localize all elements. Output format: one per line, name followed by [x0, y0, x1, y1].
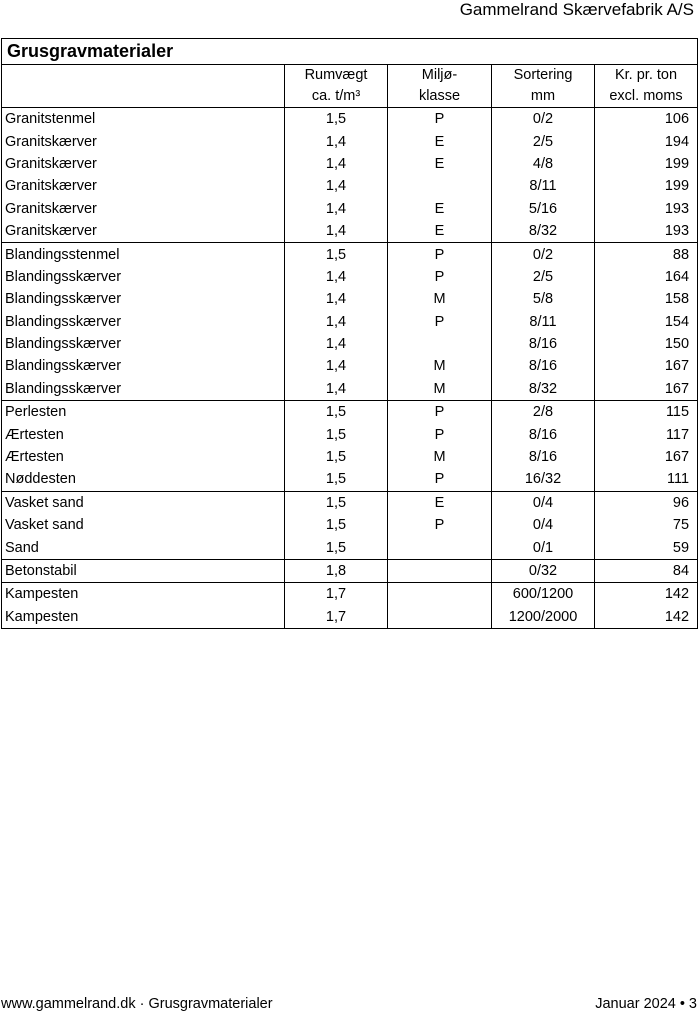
price-table — [1, 38, 698, 629]
cell-sortering: 8/16 — [492, 423, 595, 445]
cell-miljoklasse: M — [388, 288, 492, 310]
cell-material: Blandingsskærver — [2, 266, 285, 288]
table-row — [2, 401, 698, 424]
cell-miljoklasse: P — [388, 108, 492, 131]
table-row — [2, 288, 698, 310]
cell-sortering: 1200/2000 — [492, 606, 595, 629]
cell-rumvaegt: 1,7 — [285, 606, 388, 629]
cell-material: Kampesten — [2, 583, 285, 606]
cell-material: Granitskærver — [2, 153, 285, 175]
cell-sortering: 0/4 — [492, 514, 595, 536]
cell-rumvaegt: 1,5 — [285, 423, 388, 445]
cell-sortering: 8/16 — [492, 355, 595, 377]
cell-sortering: 0/1 — [492, 536, 595, 559]
cell-sortering: 2/8 — [492, 401, 595, 424]
table-row — [2, 606, 698, 629]
cell-rumvaegt: 1,4 — [285, 153, 388, 175]
header-line: mm — [530, 88, 556, 104]
company-name: Gammelrand Skærvefabrik A/S — [459, 0, 694, 19]
cell-sortering: 16/32 — [492, 468, 595, 491]
cell-price: 59 — [595, 536, 698, 559]
table-row — [2, 514, 698, 536]
cell-price: 117 — [595, 423, 698, 445]
header-line: Rumvægt — [304, 67, 368, 83]
table-row — [2, 198, 698, 220]
cell-price: 167 — [595, 378, 698, 401]
cell-sortering: 5/16 — [492, 198, 595, 220]
cell-sortering: 8/32 — [492, 220, 595, 243]
table-row — [2, 446, 698, 468]
cell-miljoklasse: E — [388, 198, 492, 220]
header-line: klasse — [418, 88, 461, 104]
table-row — [2, 311, 698, 333]
cell-material: Blandingsskærver — [2, 333, 285, 355]
cell-rumvaegt: 1,7 — [285, 583, 388, 606]
cell-price: 193 — [595, 198, 698, 220]
cell-material: Vasket sand — [2, 514, 285, 536]
cell-material: Kampesten — [2, 606, 285, 629]
cell-price: 164 — [595, 266, 698, 288]
cell-price: 158 — [595, 288, 698, 310]
table-row — [2, 378, 698, 401]
footer-website: www.gammelrand.dk · Grusgravmaterialer — [1, 996, 273, 1012]
cell-material: Vasket sand — [2, 491, 285, 514]
cell-rumvaegt: 1,5 — [285, 514, 388, 536]
cell-sortering: 5/8 — [492, 288, 595, 310]
header-line: Miljø- — [421, 67, 458, 83]
cell-material: Blandingsskærver — [2, 378, 285, 401]
cell-miljoklasse: P — [388, 311, 492, 333]
cell-price: 88 — [595, 243, 698, 266]
cell-miljoklasse — [388, 333, 492, 355]
cell-miljoklasse — [388, 175, 492, 197]
cell-price: 154 — [595, 311, 698, 333]
cell-miljoklasse — [388, 536, 492, 559]
cell-price: 167 — [595, 446, 698, 468]
cell-miljoklasse: P — [388, 468, 492, 491]
cell-price: 142 — [595, 606, 698, 629]
cell-material: Granitskærver — [2, 130, 285, 152]
cell-miljoklasse — [388, 559, 492, 582]
header-line: Sortering — [513, 67, 573, 83]
cell-sortering: 8/11 — [492, 175, 595, 197]
cell-price: 111 — [595, 468, 698, 491]
cell-price: 96 — [595, 491, 698, 514]
cell-miljoklasse: M — [388, 446, 492, 468]
cell-material: Blandingsskærver — [2, 355, 285, 377]
cell-miljoklasse: P — [388, 423, 492, 445]
column-header-miljoklasse — [388, 65, 492, 108]
table-row — [2, 220, 698, 243]
table-row — [2, 423, 698, 445]
header-line: ca. t/m³ — [311, 88, 361, 104]
footer-page-number: 3 — [688, 996, 697, 1012]
cell-material: Ærtesten — [2, 423, 285, 445]
cell-price: 194 — [595, 130, 698, 152]
cell-rumvaegt: 1,4 — [285, 355, 388, 377]
column-header-sortering — [492, 65, 595, 108]
cell-rumvaegt: 1,4 — [285, 378, 388, 401]
cell-sortering: 8/32 — [492, 378, 595, 401]
cell-rumvaegt: 1,4 — [285, 266, 388, 288]
cell-rumvaegt: 1,5 — [285, 468, 388, 491]
table-row — [2, 153, 698, 175]
table-row — [2, 559, 698, 582]
table-row — [2, 491, 698, 514]
cell-miljoklasse: E — [388, 220, 492, 243]
cell-sortering: 4/8 — [492, 153, 595, 175]
cell-price: 106 — [595, 108, 698, 131]
cell-sortering: 8/16 — [492, 446, 595, 468]
cell-sortering: 8/16 — [492, 333, 595, 355]
column-header-name — [2, 65, 285, 108]
cell-miljoklasse: P — [388, 514, 492, 536]
table-header-row — [2, 65, 698, 108]
cell-price: 75 — [595, 514, 698, 536]
table-row — [2, 130, 698, 152]
cell-material: Ærtesten — [2, 446, 285, 468]
table-row — [2, 468, 698, 491]
table-row — [2, 175, 698, 197]
cell-rumvaegt: 1,5 — [285, 536, 388, 559]
column-header-rumvaegt — [285, 65, 388, 108]
cell-rumvaegt: 1,5 — [285, 491, 388, 514]
cell-price: 84 — [595, 559, 698, 582]
cell-rumvaegt: 1,4 — [285, 288, 388, 310]
table-row — [2, 583, 698, 606]
column-header-price — [595, 65, 698, 108]
cell-rumvaegt: 1,4 — [285, 130, 388, 152]
cell-miljoklasse — [388, 606, 492, 629]
table-row — [2, 108, 698, 131]
cell-rumvaegt: 1,5 — [285, 108, 388, 131]
header-line: excl. moms — [609, 88, 683, 104]
cell-price: 115 — [595, 401, 698, 424]
cell-material: Sand — [2, 536, 285, 559]
cell-material: Blandingsskærver — [2, 288, 285, 310]
cell-material: Nøddesten — [2, 468, 285, 491]
cell-price: 199 — [595, 153, 698, 175]
cell-rumvaegt: 1,4 — [285, 198, 388, 220]
cell-miljoklasse: M — [388, 355, 492, 377]
footer-date: Januar 2024 — [595, 996, 676, 1012]
cell-material: Granitskærver — [2, 198, 285, 220]
cell-miljoklasse: E — [388, 130, 492, 152]
cell-miljoklasse — [388, 583, 492, 606]
cell-sortering: 0/32 — [492, 559, 595, 582]
cell-price: 199 — [595, 175, 698, 197]
cell-price: 150 — [595, 333, 698, 355]
cell-price: 193 — [595, 220, 698, 243]
cell-rumvaegt: 1,4 — [285, 311, 388, 333]
cell-material: Blandingsskærver — [2, 311, 285, 333]
cell-rumvaegt: 1,5 — [285, 401, 388, 424]
table-row — [2, 355, 698, 377]
cell-price: 142 — [595, 583, 698, 606]
cell-rumvaegt: 1,4 — [285, 333, 388, 355]
cell-sortering: 0/4 — [492, 491, 595, 514]
table-row — [2, 266, 698, 288]
footer-bullet: • — [679, 996, 685, 1012]
cell-sortering: 0/2 — [492, 108, 595, 131]
header-line: Kr. pr. ton — [614, 67, 678, 83]
cell-miljoklasse: E — [388, 491, 492, 514]
cell-sortering: 2/5 — [492, 266, 595, 288]
cell-price: 167 — [595, 355, 698, 377]
table-row — [2, 243, 698, 266]
footer-date-page — [595, 995, 697, 1013]
cell-rumvaegt: 1,5 — [285, 446, 388, 468]
cell-sortering: 8/11 — [492, 311, 595, 333]
cell-material: Blandingsstenmel — [2, 243, 285, 266]
cell-sortering: 0/2 — [492, 243, 595, 266]
cell-material: Granitskærver — [2, 175, 285, 197]
cell-miljoklasse: P — [388, 243, 492, 266]
cell-miljoklasse: P — [388, 266, 492, 288]
cell-material: Perlesten — [2, 401, 285, 424]
cell-rumvaegt: 1,4 — [285, 175, 388, 197]
cell-material: Granitskærver — [2, 220, 285, 243]
table-row — [2, 333, 698, 355]
table-row — [2, 536, 698, 559]
cell-miljoklasse: P — [388, 401, 492, 424]
cell-rumvaegt: 1,4 — [285, 220, 388, 243]
cell-material: Betonstabil — [2, 559, 285, 582]
cell-sortering: 600/1200 — [492, 583, 595, 606]
cell-miljoklasse: E — [388, 153, 492, 175]
table-title: Grusgravmaterialer — [2, 39, 698, 65]
cell-miljoklasse: M — [388, 378, 492, 401]
cell-rumvaegt: 1,8 — [285, 559, 388, 582]
cell-material: Granitstenmel — [2, 108, 285, 131]
table-title-row — [2, 39, 698, 65]
cell-sortering: 2/5 — [492, 130, 595, 152]
cell-rumvaegt: 1,5 — [285, 243, 388, 266]
